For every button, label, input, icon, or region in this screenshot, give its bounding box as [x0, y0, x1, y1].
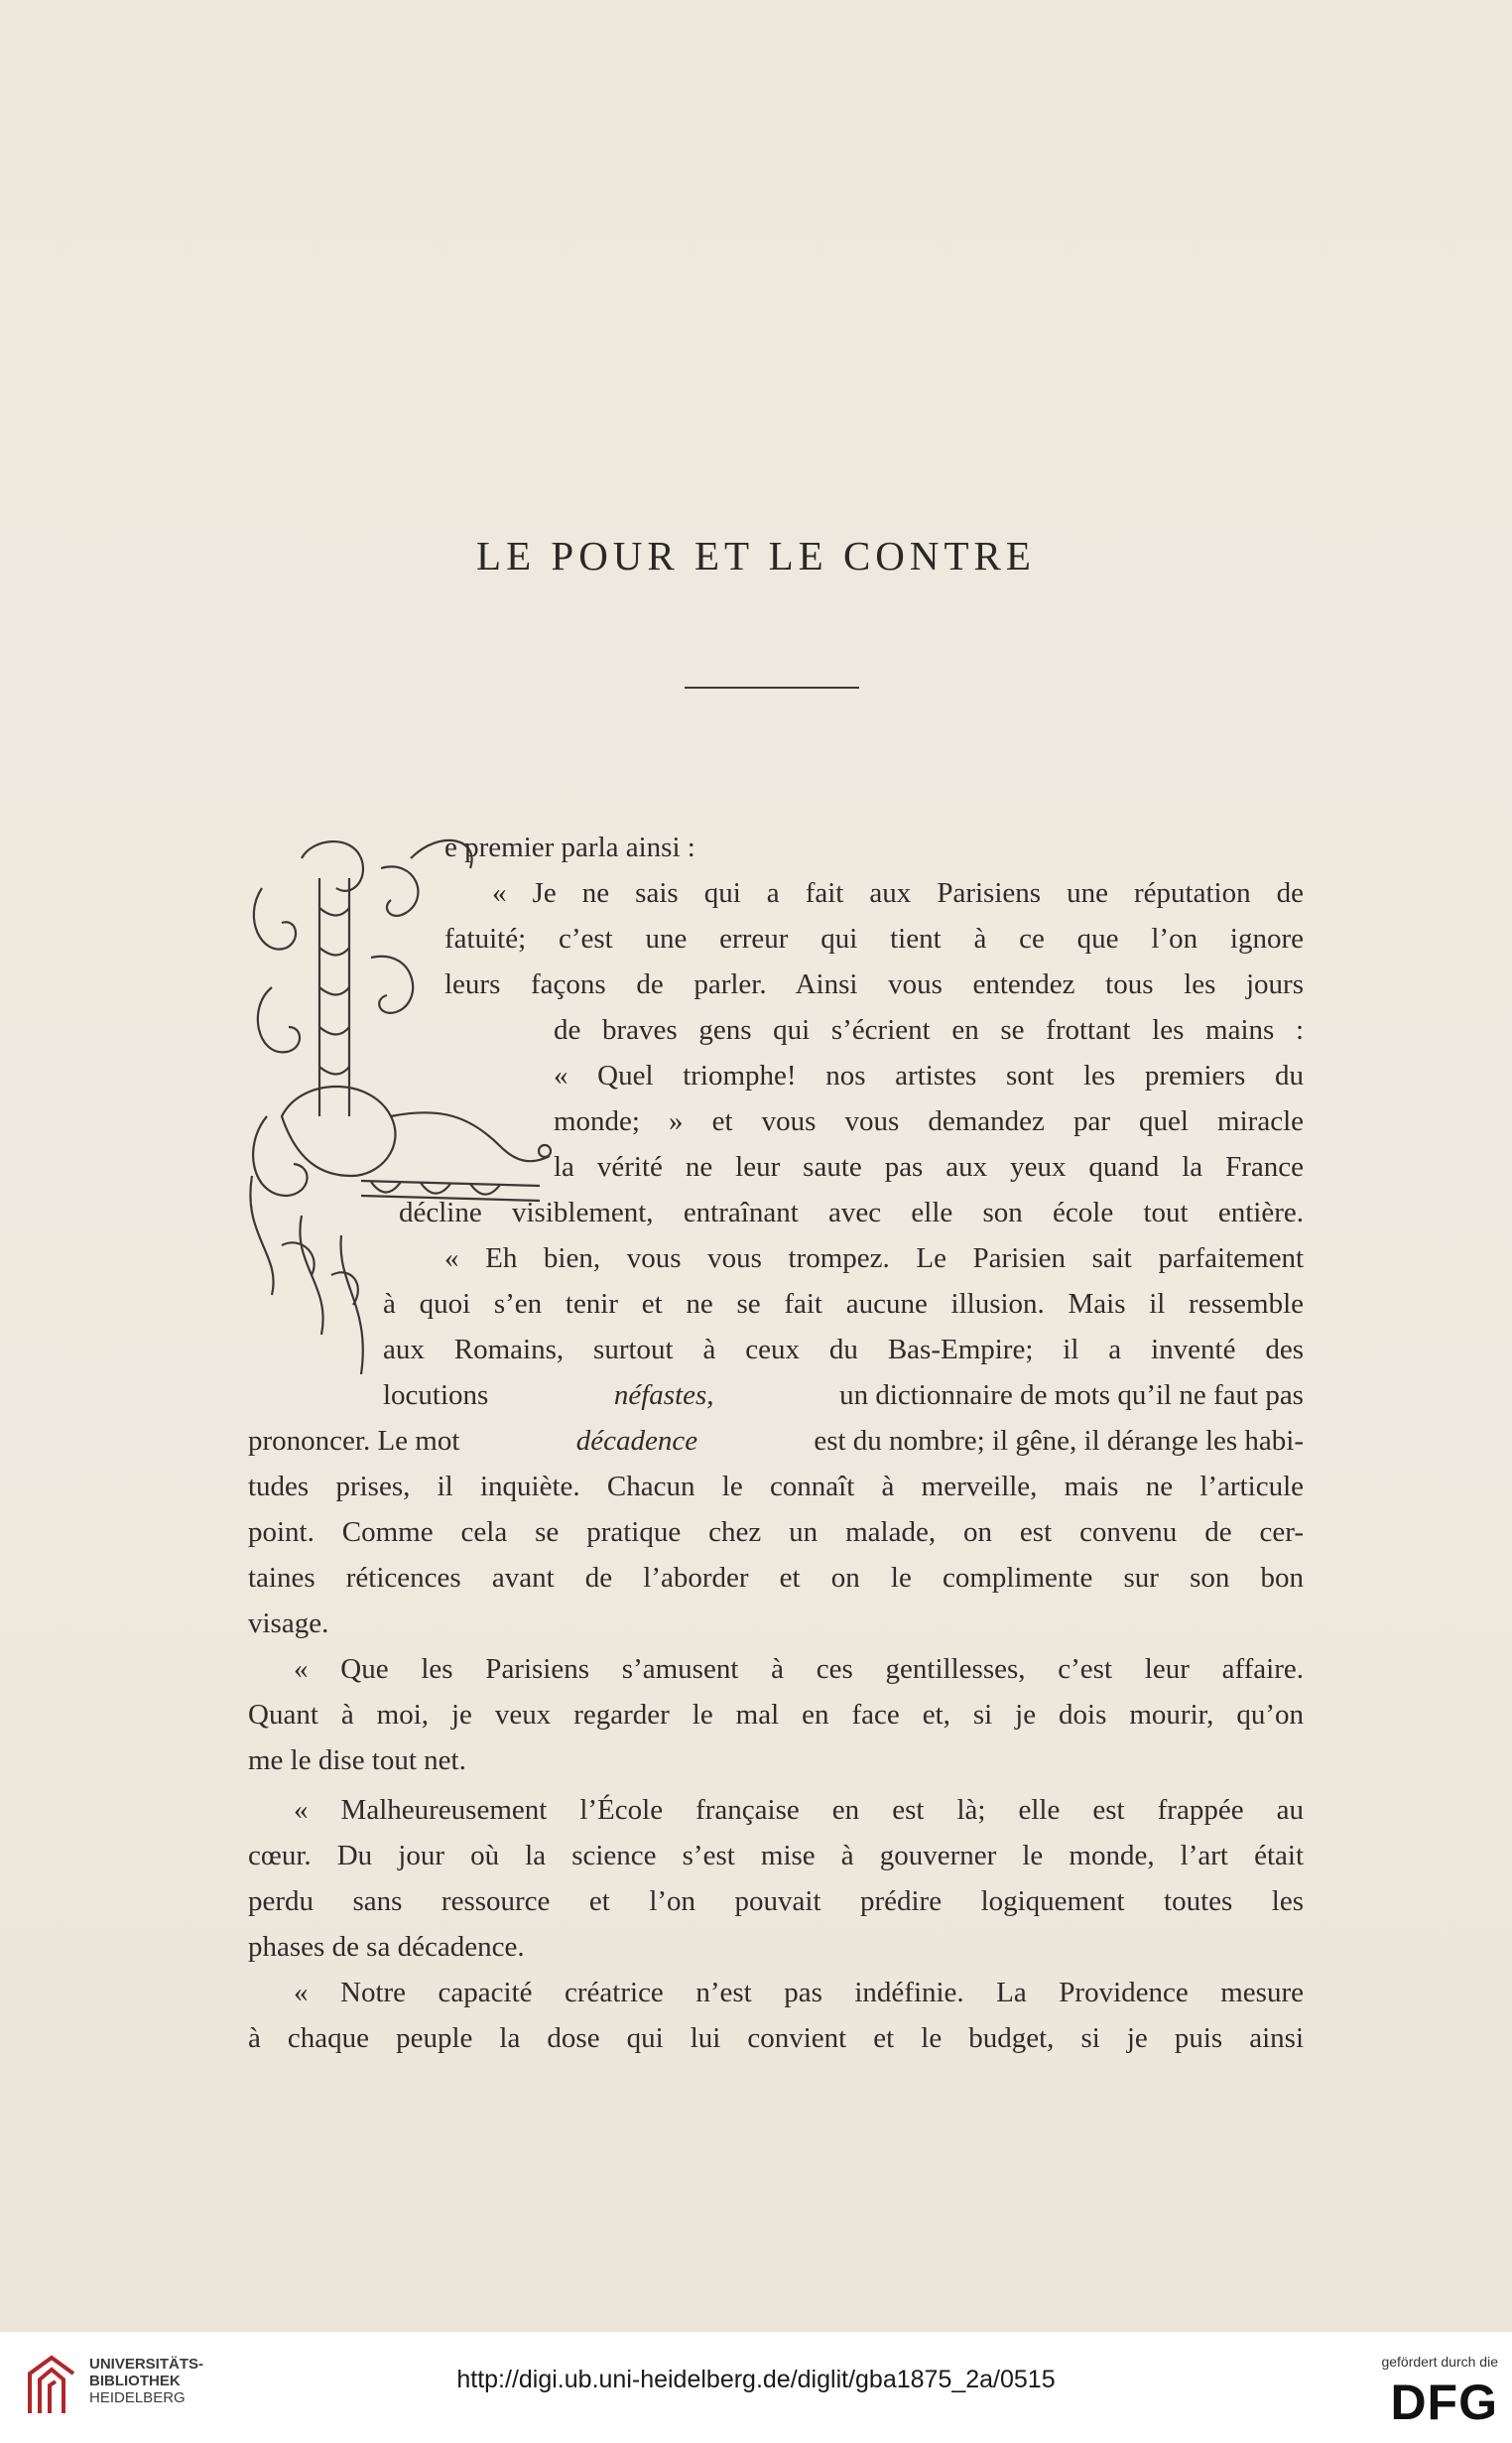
text-line-24: perdu sans ressource et l’on pouvait prédire logiquement toutes les	[248, 1885, 1304, 1917]
text-line-12: aux Romains, surtout à ceux du Bas-Empire; il a inventé des	[383, 1334, 1304, 1365]
text-segment: locutions	[383, 1379, 489, 1411]
text-line-23: cœur. Du jour où la science s’est mise à gouverner le monde, l’art était	[248, 1840, 1304, 1871]
chapter-title: LE POUR ET LE CONTRE	[476, 533, 1036, 579]
text-line-9: décline visiblement, entraînant avec elle son école tout entière.	[399, 1197, 1304, 1228]
emphasis-decadence: décadence	[575, 1425, 698, 1457]
text-line-6: « Quel triomphe! nos artistes sont les premiers du	[554, 1060, 1304, 1092]
text-line-11: à quoi s’en tenir et ne se fait aucune illusion. Mais il ressemble	[383, 1288, 1304, 1320]
text-segment: prononcer. Le mot	[248, 1425, 460, 1457]
text-line-5: de braves gens qui s’écrient en se frottant les mains :	[554, 1014, 1304, 1046]
text-line-15: tudes prises, il inquiète. Chacun le connaît à merveille, mais ne l’articule	[248, 1471, 1304, 1502]
text-line-4: leurs façons de parler. Ainsi vous entendez tous les jours	[444, 968, 1304, 1000]
source-url-link[interactable]: http://digi.ub.uni-heidelberg.de/diglit/gba1875_2a/0515	[456, 2366, 1056, 2393]
title-rule	[685, 687, 859, 689]
text-line-13	[383, 1372, 1304, 1418]
text-line-26: « Notre capacité créatrice n’est pas indéfinie. La Providence mesure	[294, 1977, 1304, 2008]
text-line-16: point. Comme cela se pratique chez un malade, on est convenu de cer-	[248, 1516, 1304, 1548]
text-line-7: monde; » et vous vous demandez par quel miracle	[554, 1105, 1304, 1137]
text-line-19: « Que les Parisiens s’amusent à ces gentillesses, c’est leur affaire.	[294, 1653, 1304, 1685]
text-line-8: la vérité ne leur saute pas aux yeux quand la France	[554, 1151, 1304, 1183]
text-line-17: taines réticences avant de l’aborder et on le complimente sur son bon	[248, 1562, 1304, 1594]
text-segment: est du nombre; il gêne, il dérange les habi-	[814, 1425, 1304, 1457]
library-line-1: UNIVERSITÄTS-	[89, 2356, 204, 2373]
text-line-3: fatuité; c’est une erreur qui tient à ce que l’on ignore	[444, 923, 1304, 955]
emphasis-nefastes: néfastes,	[613, 1379, 714, 1411]
funder-caption: gefördert durch die	[1381, 2354, 1498, 2370]
text-line-20: Quant à moi, je veux regarder le mal en face et, si je dois mourir, qu’on	[248, 1699, 1304, 1731]
text-segment: un dictionnaire de mots qu’il ne faut pas	[839, 1379, 1304, 1411]
text-line-27: à chaque peuple la dose qui lui convient et le budget, si je puis ainsi	[248, 2022, 1304, 2054]
dfg-logo: DFG	[1390, 2375, 1498, 2430]
text-line-22: « Malheureusement l’École française en est là; elle est frappée au	[294, 1794, 1304, 1826]
text-line-2: « Je ne sais qui a fait aux Parisiens une réputation de	[492, 877, 1304, 909]
text-line-21: me le dise tout net.	[248, 1744, 466, 1776]
text-line-25: phases de sa décadence.	[248, 1931, 525, 1963]
text-line-1: e premier parla ainsi :	[444, 832, 695, 863]
library-line-3: HEIDELBERG	[89, 2389, 186, 2406]
text-line-10: « Eh bien, vous vous trompez. Le Parisien sait parfaitement	[444, 1242, 1304, 1274]
text-line-14	[248, 1418, 1304, 1464]
library-line-2: BIBLIOTHEK	[89, 2373, 181, 2389]
text-line-18: visage.	[248, 1607, 329, 1639]
